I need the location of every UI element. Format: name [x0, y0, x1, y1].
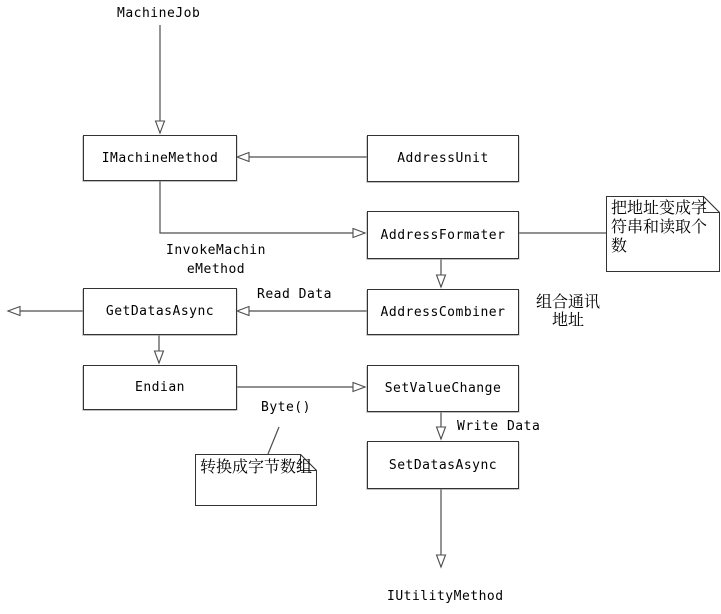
- label-iutilitymethod: IUtilityMethod: [387, 589, 504, 604]
- node-setvaluechange-label: SetValueChange: [384, 381, 502, 396]
- node-getdatasasync-label: GetDatasAsync: [105, 304, 215, 319]
- node-imachinemethod: [83, 135, 237, 181]
- node-endian: [83, 365, 237, 410]
- node-getdatasasync: [83, 288, 237, 335]
- label-invokemachinemethod-line1: InvokeMachin: [166, 243, 266, 258]
- label-invokemachinemethod-line2: eMethod: [186, 262, 246, 277]
- node-endian-label: Endian: [135, 380, 185, 395]
- node-setvaluechange: [367, 365, 519, 412]
- label-combine-address-line2: 地址: [551, 312, 584, 329]
- node-imachinemethod-label: IMachineMethod: [101, 150, 219, 166]
- label-combine-address: [527, 294, 609, 330]
- label-combine-address-line1: 组合通讯: [535, 294, 600, 311]
- node-addresscombiner: [367, 289, 519, 335]
- label-invokemachinemethod: [160, 241, 272, 279]
- node-addresscombiner-label: AddressCombiner: [380, 304, 506, 320]
- label-read-data: Read Data: [257, 287, 332, 302]
- node-setdatasasync-label: SetDatasAsync: [388, 457, 498, 473]
- node-addressunit-label: AddressUnit: [397, 151, 489, 166]
- label-byte: Byte(): [261, 400, 311, 415]
- label-machinejob: MachineJob: [117, 6, 201, 21]
- node-setdatasasync: [367, 441, 519, 489]
- label-write-data: Write Data: [457, 419, 541, 434]
- node-addressformater-label: AddressFormater: [380, 227, 506, 243]
- connector-imachinemethod-to-addressformater: [160, 179, 365, 233]
- node-addressunit: [367, 135, 519, 182]
- note-convert-bytes-text: 转换成字节数组: [199, 459, 312, 476]
- note-format-address-text: 把地址变成字符串和读取个数: [611, 200, 708, 255]
- note-convert-bytes: [195, 454, 317, 506]
- node-addressformater: [367, 211, 519, 259]
- note-format-address: [606, 196, 720, 272]
- connector-note-callout: [268, 427, 279, 454]
